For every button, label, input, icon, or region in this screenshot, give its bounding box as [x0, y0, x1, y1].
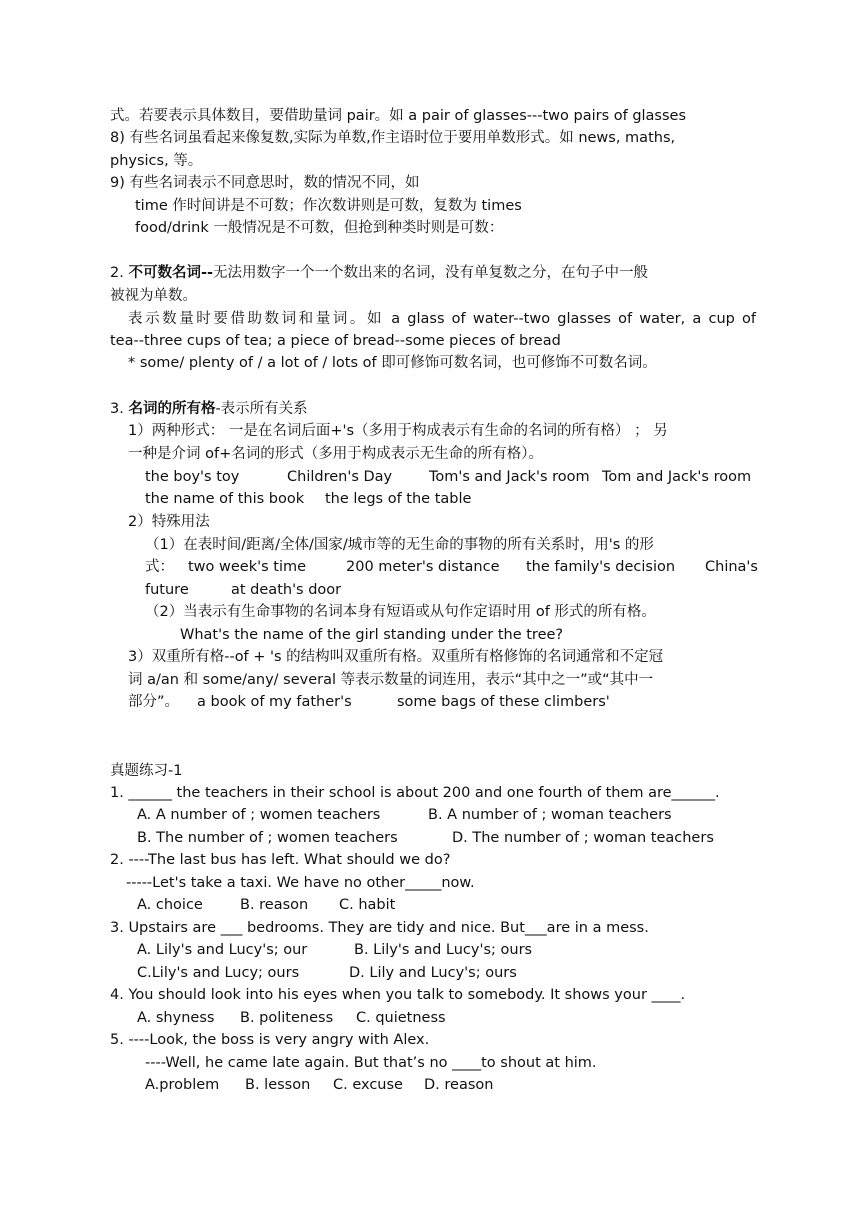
question-5-stem: 5. ----Look, the boss is very angry with Alex.: [110, 1032, 430, 1048]
question-1-option-d: D. The number of ; woman teachers: [452, 830, 714, 846]
section-3-p2-2-line-1: （2）当表示有生命事物的名词本身有短语或从句作定语时用 of 形式的所有格。: [145, 604, 656, 620]
section-3-heading-rest: -表示所有关系: [215, 401, 308, 417]
section-3-p2-2-example: What's the name of the girl standing under the tree?: [180, 627, 564, 643]
question-2-stem-2: -----Let's take a taxi. We have no other_____now.: [126, 875, 475, 891]
question-1-option-b: B. A number of ; woman teachers: [428, 807, 672, 823]
example-200-meters-distance: 200 meter's distance: [346, 559, 500, 575]
practice-title: 真题练习-1: [110, 763, 183, 779]
question-5-option-a: A.problem: [145, 1077, 220, 1093]
question-5-option-c: C. excuse: [333, 1077, 403, 1093]
section-3-p3-label: 部分”。: [128, 694, 180, 710]
example-familys-decision: the family's decision: [526, 559, 676, 575]
intro-line-4: 9) 有些名词表示不同意思时，数的情况不同，如: [110, 175, 420, 191]
question-5-option-d: D. reason: [424, 1077, 494, 1093]
question-2-stem: 2. ----The last bus has left. What should we do?: [110, 852, 451, 868]
example-childrens-day: Children's Day: [287, 469, 393, 485]
question-4-option-a: A. shyness: [137, 1010, 215, 1026]
section-3-p2-1-line-1: （1）在表时间/距离/全体/国家/城市等的无生命的事物的所有关系时，用's 的形: [145, 537, 654, 553]
example-toms-and-jacks-room: Tom's and Jack's room: [429, 469, 590, 485]
section-2-heading-rest: 无法用数字一个一个数出来的名词，没有单复数之分，在句子中一般: [213, 265, 648, 281]
section-2-line-4: tea--three cups of tea; a piece of bread--some pieces of bread: [110, 333, 561, 349]
intro-line-1: 式。若要表示具体数目，要借助量词 pair。如 a pair of glasses---two pairs of glasses: [110, 108, 687, 124]
section-2-line-5: * some/ plenty of / a lot of / lots of 即可修饰可数名词，也可修饰不可数名词。: [128, 355, 657, 371]
section-3-number: 3.: [110, 401, 124, 417]
section-3-p3-line-2: 词 a/an 和 some/any/ several 等表示数量的词连用，表示“其中之一”或“其中一: [128, 672, 654, 688]
question-3-stem: 3. Upstairs are ___ bedrooms. They are tidy and nice. But___are in a mess.: [110, 920, 649, 936]
question-1-option-c: B. The number of ; women teachers: [137, 830, 398, 846]
question-2-option-b: B. reason: [240, 897, 309, 913]
question-3-option-a: A. Lily's and Lucy's; our: [137, 942, 308, 958]
question-2-option-c: C. habit: [339, 897, 396, 913]
section-3-title: 名词的所有格: [128, 401, 216, 417]
example-at-deaths-door: at death's door: [231, 582, 342, 598]
intro-line-5: time 作时间讲是不可数；作次数讲则是可数，复数为 times: [135, 198, 522, 214]
section-2-line-2: 被视为单数。: [110, 288, 197, 304]
intro-line-3: physics, 等。: [110, 153, 203, 169]
example-chinas: China's: [705, 559, 758, 575]
question-3-option-b: B. Lily's and Lucy's; ours: [354, 942, 533, 958]
section-2-title: 不可数名词--: [128, 265, 213, 281]
question-2-option-a: A. choice: [137, 897, 203, 913]
question-1-stem: 1. ______ the teachers in their school is about 200 and one fourth of them are______.: [110, 785, 720, 801]
question-3-option-d: D. Lily and Lucy's; ours: [349, 965, 517, 981]
question-1-option-a: A. A number of ; women teachers: [137, 807, 381, 823]
question-5-option-b: B. lesson: [245, 1077, 311, 1093]
section-3-p1-line-1: 1）两种形式： 一是在名词后面+'s（多用于构成表示有生命的名词的所有格） ； 另: [128, 423, 668, 439]
question-4-option-b: B. politeness: [240, 1010, 334, 1026]
example-legs-of-table: the legs of the table: [325, 491, 472, 507]
example-future: future: [145, 582, 189, 598]
example-book-of-my-fathers: a book of my father's: [197, 694, 352, 710]
question-3-option-c: C.Lily's and Lucy; ours: [137, 965, 300, 981]
example-two-weeks-time: two week's time: [188, 559, 307, 575]
section-2-heading: [110, 263, 648, 285]
section-3-p3-line-1: 3）双重所有格--of + 's 的结构叫双重所有格。双重所有格修饰的名词通常和不定冠: [128, 649, 664, 665]
section-2-line-3: 表示数量时要借助数词和量词。如 a glass of water--two glasses of water, a cup of: [128, 311, 756, 327]
section-3-p1-line-2: 一种是介词 of+名词的形式（多用于构成表示无生命的所有格）。: [128, 446, 543, 462]
question-5-stem-2: ----Well, he came late again. But that’s no ____to shout at him.: [145, 1055, 597, 1071]
intro-line-6: food/drink 一般情况是不可数，但抢到种类时则是可数：: [135, 220, 504, 236]
example-tom-and-jacks-room: Tom and Jack's room: [602, 469, 752, 485]
section-3-p2-title: 2）特殊用法: [128, 514, 210, 530]
example-boys-toy: the boy's toy: [145, 469, 240, 485]
section-2-number: 2.: [110, 265, 124, 281]
intro-line-2: 8) 有些名词虽看起来像复数,实际为单数,作主语时位于要用单数形式。如 news, maths,: [110, 130, 676, 146]
question-4-option-c: C. quietness: [356, 1010, 446, 1026]
section-3-heading: [110, 399, 308, 421]
example-bags-of-climbers: some bags of these climbers': [397, 694, 610, 710]
question-4-stem: 4. You should look into his eyes when you talk to somebody. It shows your ____.: [110, 987, 686, 1003]
example-name-of-book: the name of this book: [145, 491, 305, 507]
section-3-p2-1-label: 式：: [145, 559, 174, 575]
